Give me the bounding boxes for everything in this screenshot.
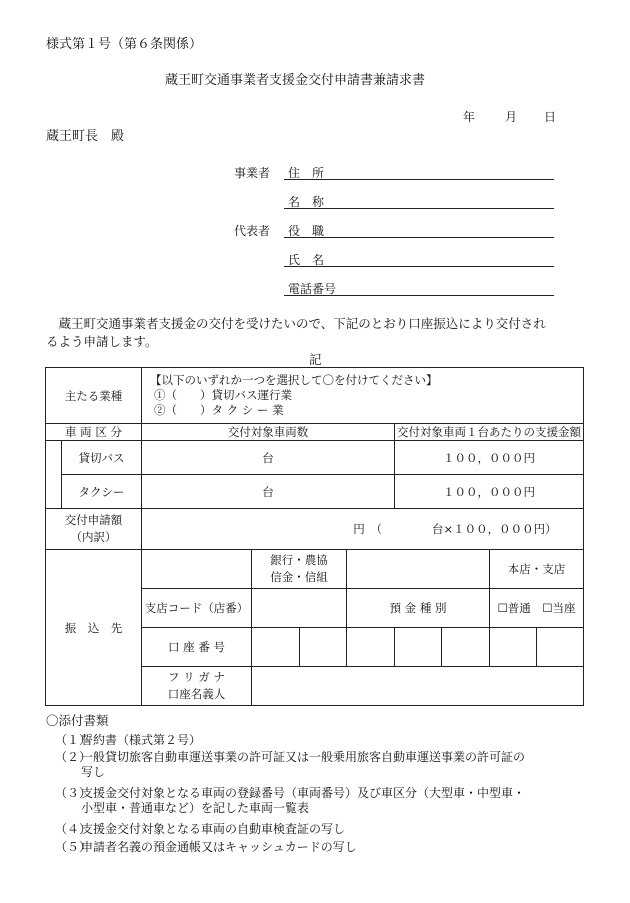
application-table xyxy=(45,367,584,706)
account-holder-label: 口座名義人 xyxy=(167,687,226,701)
bank-name-field[interactable] xyxy=(142,550,252,589)
date-day: 日 xyxy=(544,110,557,124)
vehicle-class-header: 車 両 区 分 xyxy=(46,424,142,441)
account-digit-4[interactable] xyxy=(395,628,442,667)
deposit-type-checkboxes[interactable]: ☐普通 ☐当座 xyxy=(490,589,584,628)
taxi-label: タクシー xyxy=(62,475,142,509)
address-field[interactable] xyxy=(284,179,554,180)
attachment-4-num: （４） xyxy=(55,822,92,836)
date-year: 年 xyxy=(463,110,476,124)
branch-code-label: 支店コード（店番） xyxy=(142,589,252,628)
branch-name-field[interactable] xyxy=(347,550,490,589)
phone-label: 電話番号 xyxy=(288,282,337,296)
account-digit-2[interactable] xyxy=(300,628,347,667)
addressee: 蔵王町長 殿 xyxy=(46,129,125,144)
business-label: 事業者 xyxy=(234,166,271,180)
ki-heading: 記 xyxy=(309,352,322,367)
apply-amount-label xyxy=(46,509,142,550)
vehicle-class-spacer xyxy=(46,441,62,509)
form-number: 様式第１号（第６条関係） xyxy=(46,37,203,52)
attachments-title: 〇添付書類 xyxy=(46,713,109,728)
vehicle-count-header: 交付対象車両数 xyxy=(142,424,395,441)
branch-type-label: 本店・支店 xyxy=(490,550,584,589)
position-label: 役 職 xyxy=(288,224,325,238)
account-number-label: 口 座 番 号 xyxy=(142,628,252,667)
person-name-label: 氏 名 xyxy=(288,253,325,267)
bank-type-label xyxy=(252,550,347,589)
representative-label: 代表者 xyxy=(234,224,271,238)
phone-field[interactable] xyxy=(284,295,554,296)
attachment-2 xyxy=(55,750,525,780)
bus-label: 貸切バス xyxy=(62,441,142,475)
transfer-label: 振 込 先 xyxy=(46,550,142,706)
attachment-2-line-2: 写し xyxy=(81,765,106,779)
address-label: 住 所 xyxy=(288,166,325,180)
attachment-4 xyxy=(55,822,345,837)
per-vehicle-header: 交付対象車両１台あたりの支援金額 xyxy=(395,424,584,441)
apply-amount-label-1: 交付申請額 xyxy=(64,513,123,527)
attachment-1 xyxy=(55,733,201,748)
attachment-1-num: （１） xyxy=(55,733,92,747)
bus-amount: １００，０００円 xyxy=(395,441,584,475)
option-taxi[interactable]: ②（ ）タ ク シ ー 業 xyxy=(154,403,284,417)
account-digit-7[interactable] xyxy=(537,628,584,667)
position-field[interactable] xyxy=(284,237,554,238)
attachment-5-line-1: 申請者名義の預金通帳又はキャッシュカードの写し xyxy=(81,840,357,854)
main-business-options xyxy=(142,368,584,424)
attachment-2-num: （２） xyxy=(55,750,92,764)
name-field[interactable] xyxy=(284,208,554,209)
holder-label xyxy=(142,667,252,706)
attachment-1-line-1: 誓約書（様式第２号） xyxy=(81,733,202,747)
apply-amount-formula: 台×１００，０００円） xyxy=(432,522,557,536)
attachment-5-num: （５） xyxy=(55,840,92,854)
option-charter-bus[interactable]: ①（ ）貸切バス運行業 xyxy=(154,388,292,402)
apply-amount-label-2: （内訳） xyxy=(70,530,117,544)
account-digit-6[interactable] xyxy=(490,628,537,667)
apply-amount-yen: 円 （ xyxy=(353,522,382,536)
account-holder-field[interactable] xyxy=(252,667,584,706)
branch-code-field[interactable] xyxy=(252,589,347,628)
attachment-5 xyxy=(55,840,357,855)
name-label: 名 称 xyxy=(288,195,325,209)
account-digit-5[interactable] xyxy=(442,628,490,667)
page-title: 蔵王町交通事業者支援金交付申請書兼請求書 xyxy=(165,73,426,88)
attachment-4-line-1: 支援金交付対象となる車両の自動車検査証の写し xyxy=(81,822,346,836)
person-name-field[interactable] xyxy=(284,266,554,267)
bank-type-label-2: 信金・信組 xyxy=(270,570,328,584)
body-text-line-2: るよう申請します。 xyxy=(46,334,158,349)
taxi-amount: １００，０００円 xyxy=(395,475,584,509)
date-month: 月 xyxy=(505,110,518,124)
taxi-count-cell[interactable]: 台 xyxy=(142,475,395,509)
bank-type-label-1: 銀行・農協 xyxy=(270,553,328,567)
deposit-type-label: 預 金 種 別 xyxy=(347,589,490,628)
apply-amount-cell[interactable] xyxy=(142,509,584,550)
body-text-line-1: 蔵王町交通事業者支援金の交付を受けたいので、下記のとおり口座振込により交付され xyxy=(46,316,546,331)
bus-count-cell[interactable]: 台 xyxy=(142,441,395,475)
attachment-3-num: （３） xyxy=(55,786,92,800)
attachment-2-line-1: 一般貸切旅客自動車運送事業の許可証又は一般乗用旅客自動車運送事業の許可証の xyxy=(81,750,526,764)
account-digit-3[interactable] xyxy=(347,628,395,667)
attachment-3-line-2: 小型車・普通車など）を記した車両一覧表 xyxy=(81,801,310,815)
furigana-label: フ リ ガ ナ xyxy=(168,670,225,684)
select-instruction: 【以下のいずれか一つを選択して〇を付けてください】 xyxy=(150,373,438,387)
attachment-3-line-1: 支援金交付対象となる車両の登録番号（車両番号）及び車区分（大型車・中型車・ xyxy=(81,786,526,800)
main-business-label: 主たる業種 xyxy=(46,368,142,424)
account-digit-1[interactable] xyxy=(252,628,300,667)
attachment-3 xyxy=(55,786,525,816)
